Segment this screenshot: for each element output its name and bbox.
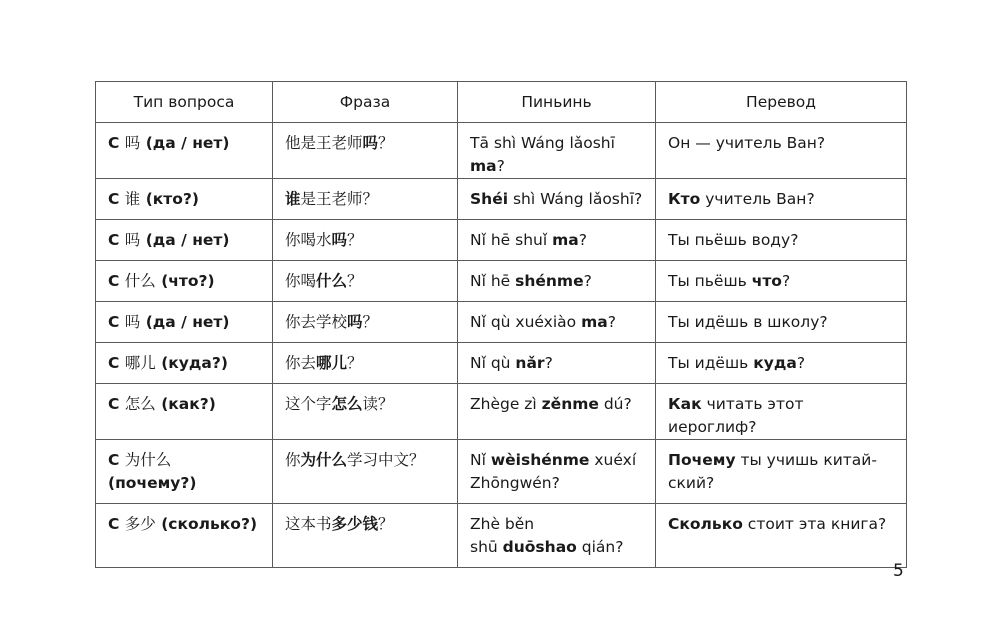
text-run: (куда?)	[155, 354, 228, 372]
question-types-table	[95, 81, 907, 568]
cell-phrase	[273, 384, 458, 440]
text-run: что	[751, 272, 782, 290]
text-run: ?	[578, 231, 587, 249]
text-run: Shéi	[470, 190, 509, 208]
text-run: nǎr	[515, 354, 545, 372]
text-run: куда	[753, 354, 797, 372]
cell-translation	[656, 504, 907, 568]
page-number: 5	[893, 561, 904, 581]
text-run: ？	[362, 313, 379, 331]
text-run: ?	[496, 157, 505, 175]
cell-phrase	[273, 123, 458, 179]
table-row	[96, 123, 907, 179]
cell-phrase	[273, 220, 458, 261]
cell-pinyin	[458, 504, 656, 568]
text-run: (почему?)	[108, 474, 197, 492]
text-run: xuéxí	[589, 451, 637, 469]
cell-question-type	[96, 343, 273, 384]
text-run: 是王老师？	[300, 190, 379, 208]
text-run: ?	[607, 313, 616, 331]
cell-phrase	[273, 504, 458, 568]
text-run: qián?	[576, 538, 624, 556]
text-run: ?	[796, 354, 806, 372]
table-row	[96, 440, 907, 504]
cell-question-type	[96, 384, 273, 440]
text-run: 吗	[362, 134, 379, 152]
text-run: (да / нет)	[140, 134, 230, 152]
table-row	[96, 179, 907, 220]
table-row	[96, 384, 907, 440]
table-row	[96, 343, 907, 384]
text-run: 你	[285, 451, 301, 469]
text-run: (кто?)	[140, 190, 200, 208]
text-run: 哪儿	[316, 354, 348, 372]
text-run: dú?	[598, 395, 632, 413]
text-run: читать этот иероглиф?	[668, 395, 804, 436]
text-run: wèishénme	[490, 451, 590, 469]
text-run: 什么	[124, 272, 156, 290]
text-run: 多少	[124, 515, 156, 533]
cell-question-type	[96, 504, 273, 568]
cell-phrase	[273, 302, 458, 343]
text-run: С	[108, 231, 125, 249]
text-run: ?	[781, 272, 791, 290]
text-run: (да / нет)	[140, 313, 230, 331]
text-run: Zhè běn	[470, 515, 535, 533]
text-run: С	[108, 134, 125, 152]
text-run: Сколько	[668, 515, 743, 533]
text-run: Zhōngwén?	[470, 474, 560, 492]
cell-pinyin	[458, 302, 656, 343]
text-run: 这个字	[285, 395, 332, 413]
cell-pinyin	[458, 440, 656, 504]
text-run: shénme	[515, 272, 584, 290]
cell-translation	[656, 440, 907, 504]
text-run: 这本书	[285, 515, 332, 533]
cell-question-type	[96, 123, 273, 179]
cell-pinyin	[458, 179, 656, 220]
text-run: 吗	[331, 231, 348, 249]
text-run: ский?	[668, 474, 715, 492]
text-run: 谁	[285, 190, 301, 208]
text-run: 你去学校	[285, 313, 348, 331]
header-translation: Перевод	[656, 82, 907, 123]
text-run: С	[108, 190, 125, 208]
text-run: (что?)	[155, 272, 215, 290]
text-run: Nǐ hē shuǐ	[470, 231, 553, 249]
text-run: ?	[583, 272, 592, 290]
text-run: 吗	[124, 313, 141, 331]
text-run: С	[108, 272, 125, 290]
text-run: 学习中文？	[347, 451, 425, 469]
cell-question-type	[96, 440, 273, 504]
text-run: ？	[347, 354, 363, 372]
cell-pinyin	[458, 123, 656, 179]
cell-translation	[656, 220, 907, 261]
cell-question-type	[96, 179, 273, 220]
text-run: 为什么	[124, 451, 172, 469]
text-run: (сколько?)	[155, 515, 258, 533]
cell-phrase	[273, 440, 458, 504]
cell-question-type	[96, 302, 273, 343]
text-run: С	[108, 313, 125, 331]
cell-phrase	[273, 261, 458, 302]
cell-question-type	[96, 261, 273, 302]
text-run: ты учишь китай-	[735, 451, 877, 469]
header-question-type: Тип вопроса	[96, 82, 273, 123]
text-run: 什么	[316, 272, 348, 290]
text-run: 他是王老师	[285, 134, 363, 152]
header-pinyin: Пиньинь	[458, 82, 656, 123]
text-run: 读？	[362, 395, 394, 413]
text-run: Ты пьёшь воду?	[668, 231, 799, 249]
text-run: ma	[552, 231, 579, 249]
cell-pinyin	[458, 220, 656, 261]
text-run: С	[108, 354, 125, 372]
text-run: (да / нет)	[140, 231, 230, 249]
text-run: ?	[544, 354, 553, 372]
text-run: ？	[378, 515, 394, 533]
text-run: 怎么	[331, 395, 363, 413]
text-run: ？	[378, 134, 394, 152]
text-run: ？	[347, 231, 363, 249]
text-run: Кто	[668, 190, 701, 208]
table-body	[96, 123, 907, 568]
text-run: 哪儿	[124, 354, 156, 372]
text-run: С	[108, 451, 125, 469]
table-header-row	[96, 82, 907, 123]
cell-phrase	[273, 179, 458, 220]
table-row	[96, 302, 907, 343]
text-run: (как?)	[155, 395, 216, 413]
table-row	[96, 261, 907, 302]
text-run: shū	[470, 538, 503, 556]
text-run: Nǐ qù	[470, 354, 516, 372]
text-run: 你喝水	[285, 231, 332, 249]
text-run: 多少钱	[331, 515, 379, 533]
text-run: Ты идёшь в школу?	[668, 313, 828, 331]
text-run: Nǐ	[470, 451, 491, 469]
text-run: С	[108, 515, 125, 533]
text-run: duōshao	[502, 538, 577, 556]
text-run: С	[108, 395, 125, 413]
text-run: Он — учитель Ван?	[668, 134, 826, 152]
text-run: учитель Ван?	[700, 190, 815, 208]
text-run: Почему	[668, 451, 736, 469]
cell-translation	[656, 384, 907, 440]
text-run: 你喝	[285, 272, 317, 290]
cell-phrase	[273, 343, 458, 384]
text-run: Ты идёшь	[668, 354, 754, 372]
text-run: Tā shì Wáng lǎoshī	[470, 134, 615, 152]
cell-translation	[656, 179, 907, 220]
text-run: Как	[668, 395, 702, 413]
text-run: 吗	[347, 313, 363, 331]
text-run: ma	[470, 157, 497, 175]
table-row	[96, 504, 907, 568]
text-run: ？	[347, 272, 363, 290]
text-run: Nǐ qù xuéxiào	[470, 313, 582, 331]
text-run: shì Wáng lǎoshī?	[508, 190, 643, 208]
table-row	[96, 220, 907, 261]
text-run: Nǐ hē	[470, 272, 516, 290]
text-run: 吗	[124, 134, 141, 152]
text-run: 吗	[124, 231, 141, 249]
cell-translation	[656, 343, 907, 384]
cell-pinyin	[458, 384, 656, 440]
text-run: 为什么	[300, 451, 348, 469]
header-phrase: Фраза	[273, 82, 458, 123]
text-run: Zhège zì	[470, 395, 542, 413]
cell-pinyin	[458, 261, 656, 302]
text-run: zěnme	[541, 395, 599, 413]
text-run: 谁	[124, 190, 141, 208]
cell-translation	[656, 123, 907, 179]
cell-pinyin	[458, 343, 656, 384]
text-run: стоит эта книга?	[742, 515, 887, 533]
cell-question-type	[96, 220, 273, 261]
cell-translation	[656, 261, 907, 302]
text-run: 你去	[285, 354, 317, 372]
text-run: Ты пьёшь	[668, 272, 752, 290]
cell-translation	[656, 302, 907, 343]
text-run: 怎么	[124, 395, 156, 413]
text-run: ma	[581, 313, 608, 331]
